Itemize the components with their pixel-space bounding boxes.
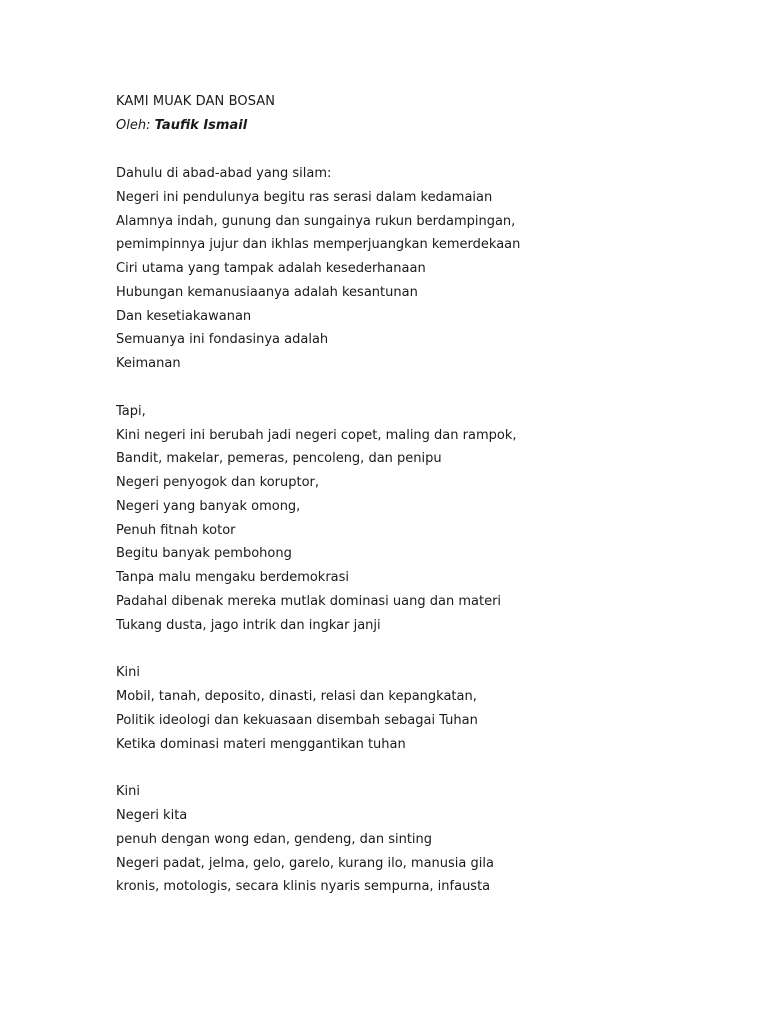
poem-line: Ketika dominasi materi menggantikan tuhan bbox=[116, 736, 406, 752]
poem-line: Bandit, makelar, pemeras, pencoleng, dan penipu bbox=[116, 451, 442, 467]
poem-line: Kini bbox=[116, 784, 140, 800]
poem-byline bbox=[116, 116, 716, 140]
poem-line: Ciri utama yang tampak adalah kesederhanaan bbox=[116, 261, 426, 276]
poem-line: Alamnya indah, gunung dan sungainya rukun berdampingan, bbox=[116, 213, 516, 229]
poem-line: Dan kesetiakawanan bbox=[116, 308, 252, 324]
stanza-3 bbox=[116, 663, 716, 758]
byline-prefix: Oleh: bbox=[116, 118, 155, 133]
poem-line: Kini negeri ini berubah jadi negeri copet, maling dan rampok, bbox=[116, 427, 517, 443]
poem-line: Tapi, bbox=[116, 403, 146, 419]
document-page bbox=[116, 92, 716, 901]
poem-line: Dahulu di abad-abad yang silam: bbox=[116, 166, 332, 181]
poem-line: Semuanya ini fondasinya adalah bbox=[116, 332, 329, 348]
poem-line: Kini bbox=[116, 665, 140, 681]
poem-line: pemimpinnya jujur dan ikhlas memperjuangkan kemerdekaan bbox=[116, 237, 521, 253]
poem-line: Negeri kita bbox=[116, 808, 188, 823]
stanza-2 bbox=[116, 402, 716, 640]
poem-line: Negeri penyogok dan koruptor, bbox=[116, 475, 320, 490]
poem-title: KAMI MUAK DAN BOSAN bbox=[116, 94, 276, 109]
poem-line: penuh dengan wong edan, gendeng, dan sinting bbox=[116, 831, 433, 847]
poem-line: Politik ideologi dan kekuasaan disembah sebagai Tuhan bbox=[116, 712, 478, 728]
stanza-4 bbox=[116, 782, 716, 901]
poem-line: Begitu banyak pembohong bbox=[116, 546, 292, 562]
author-name: Taufik Ismail bbox=[154, 118, 248, 133]
poem-line: Tukang dusta, jago intrik dan ingkar janji bbox=[116, 617, 381, 633]
poem-line: Hubungan kemanusiaanya adalah kesantunan bbox=[116, 284, 418, 300]
poem-line: Padahal dibenak mereka mutlak dominasi uang dan materi bbox=[116, 593, 502, 609]
poem-line: Penuh fitnah kotor bbox=[116, 522, 236, 538]
poem-line: Negeri ini pendulunya begitu ras serasi dalam kedamaian bbox=[116, 189, 493, 205]
poem-line: Tanpa malu mengaku berdemokrasi bbox=[116, 570, 350, 585]
poem-line: Keimanan bbox=[116, 356, 181, 371]
poem-line: Mobil, tanah, deposito, dinasti, relasi dan kepangkatan, bbox=[116, 689, 477, 704]
poem-line: Negeri padat, jelma, gelo, garelo, kurang ilo, manusia gila bbox=[116, 855, 494, 871]
poem-line: kronis, motologis, secara klinis nyaris sempurna, infausta bbox=[116, 879, 491, 895]
stanza-1 bbox=[116, 164, 716, 378]
poem-line: Negeri yang banyak omong, bbox=[116, 498, 301, 514]
